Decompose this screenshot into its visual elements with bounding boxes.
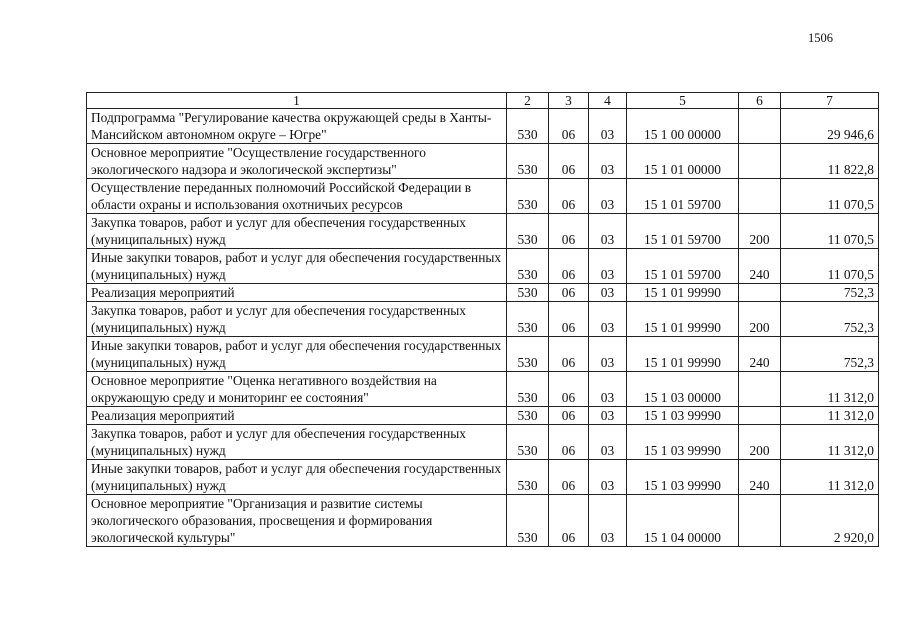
table-row: [87, 302, 879, 337]
table-row: [87, 495, 879, 547]
cell-amount: 11 312,0: [781, 407, 879, 425]
cell-target-article-code: 15 1 01 59700: [627, 214, 739, 249]
cell-item-name: Закупка товаров, работ и услуг для обеспечения государственных (муниципальных) нужд: [87, 425, 507, 460]
table-row: [87, 179, 879, 214]
cell-target-article-code: 15 1 03 00000: [627, 372, 739, 407]
table-row: [87, 249, 879, 284]
cell-expense-type-code: [739, 179, 781, 214]
column-header-5: 5: [627, 93, 739, 109]
table-row: [87, 407, 879, 425]
cell-item-name: Основное мероприятие "Осуществление государственного экологического надзора и экологической экспертизы": [87, 144, 507, 179]
cell-expense-type-code: 200: [739, 302, 781, 337]
cell-ministry-code: 530: [507, 249, 549, 284]
cell-item-name: Закупка товаров, работ и услуг для обеспечения государственных (муниципальных) нужд: [87, 302, 507, 337]
cell-ministry-code: 530: [507, 214, 549, 249]
cell-target-article-code: 15 1 03 99990: [627, 407, 739, 425]
cell-section-code: 06: [549, 214, 589, 249]
table-row: [87, 109, 879, 144]
cell-amount: 11 070,5: [781, 249, 879, 284]
cell-ministry-code: 530: [507, 495, 549, 547]
cell-subsection-code: 03: [589, 425, 627, 460]
cell-amount: 11 070,5: [781, 214, 879, 249]
cell-subsection-code: 03: [589, 214, 627, 249]
cell-amount: 29 946,6: [781, 109, 879, 144]
column-header-6: 6: [739, 93, 781, 109]
cell-section-code: 06: [549, 495, 589, 547]
cell-target-article-code: 15 1 03 99990: [627, 425, 739, 460]
cell-item-name: Реализация мероприятий: [87, 284, 507, 302]
cell-target-article-code: 15 1 01 59700: [627, 249, 739, 284]
page-number: 1506: [808, 31, 833, 45]
table-header-row: [87, 93, 879, 109]
cell-item-name: Реализация мероприятий: [87, 407, 507, 425]
cell-expense-type-code: 240: [739, 249, 781, 284]
column-header-7: 7: [781, 93, 879, 109]
cell-item-name: Иные закупки товаров, работ и услуг для обеспечения государственных (муниципальных) нужд: [87, 460, 507, 495]
column-header-1: 1: [87, 93, 507, 109]
cell-target-article-code: 15 1 04 00000: [627, 495, 739, 547]
table-body: [87, 109, 879, 547]
cell-section-code: 06: [549, 109, 589, 144]
cell-expense-type-code: [739, 109, 781, 144]
cell-item-name: Осуществление переданных полномочий Российской Федерации в области охраны и использования охотничьих ресурсов: [87, 179, 507, 214]
cell-item-name: Подпрограмма "Регулирование качества окружающей среды в Ханты-Мансийском автономном округе – Югре": [87, 109, 507, 144]
cell-subsection-code: 03: [589, 179, 627, 214]
cell-section-code: 06: [549, 144, 589, 179]
table-row: [87, 425, 879, 460]
cell-ministry-code: 530: [507, 337, 549, 372]
cell-target-article-code: 15 1 03 99990: [627, 460, 739, 495]
cell-section-code: 06: [549, 249, 589, 284]
table-row: [87, 214, 879, 249]
cell-subsection-code: 03: [589, 495, 627, 547]
cell-ministry-code: 530: [507, 109, 549, 144]
cell-subsection-code: 03: [589, 407, 627, 425]
cell-amount: 752,3: [781, 284, 879, 302]
cell-subsection-code: 03: [589, 109, 627, 144]
cell-expense-type-code: [739, 495, 781, 547]
cell-subsection-code: 03: [589, 460, 627, 495]
cell-target-article-code: 15 1 00 00000: [627, 109, 739, 144]
cell-amount: 11 070,5: [781, 179, 879, 214]
cell-expense-type-code: [739, 372, 781, 407]
cell-subsection-code: 03: [589, 284, 627, 302]
cell-target-article-code: 15 1 01 99990: [627, 302, 739, 337]
cell-subsection-code: 03: [589, 372, 627, 407]
cell-item-name: Основное мероприятие "Оценка негативного воздействия на окружающую среду и мониторинг ее состояния": [87, 372, 507, 407]
cell-amount: 11 312,0: [781, 460, 879, 495]
cell-ministry-code: 530: [507, 179, 549, 214]
cell-amount: 11 822,8: [781, 144, 879, 179]
cell-item-name: Закупка товаров, работ и услуг для обеспечения государственных (муниципальных) нужд: [87, 214, 507, 249]
table-row: [87, 337, 879, 372]
cell-ministry-code: 530: [507, 425, 549, 460]
cell-expense-type-code: 240: [739, 337, 781, 372]
cell-expense-type-code: 200: [739, 214, 781, 249]
cell-expense-type-code: [739, 284, 781, 302]
cell-item-name: Основное мероприятие "Организация и развитие системы экологического образования, просвещения и формирования экологической культуры": [87, 495, 507, 547]
cell-target-article-code: 15 1 01 59700: [627, 179, 739, 214]
budget-table: [86, 92, 879, 547]
cell-amount: 2 920,0: [781, 495, 879, 547]
cell-target-article-code: 15 1 01 99990: [627, 284, 739, 302]
cell-subsection-code: 03: [589, 302, 627, 337]
cell-ministry-code: 530: [507, 372, 549, 407]
cell-section-code: 06: [549, 302, 589, 337]
cell-section-code: 06: [549, 460, 589, 495]
cell-ministry-code: 530: [507, 284, 549, 302]
column-header-4: 4: [589, 93, 627, 109]
cell-ministry-code: 530: [507, 407, 549, 425]
column-header-3: 3: [549, 93, 589, 109]
table-row: [87, 372, 879, 407]
cell-subsection-code: 03: [589, 337, 627, 372]
cell-ministry-code: 530: [507, 302, 549, 337]
cell-amount: 752,3: [781, 302, 879, 337]
cell-section-code: 06: [549, 372, 589, 407]
table-row: [87, 460, 879, 495]
cell-item-name: Иные закупки товаров, работ и услуг для обеспечения государственных (муниципальных) нужд: [87, 337, 507, 372]
cell-expense-type-code: [739, 407, 781, 425]
cell-expense-type-code: 240: [739, 460, 781, 495]
cell-amount: 11 312,0: [781, 372, 879, 407]
cell-ministry-code: 530: [507, 460, 549, 495]
cell-section-code: 06: [549, 284, 589, 302]
cell-section-code: 06: [549, 337, 589, 372]
cell-section-code: 06: [549, 425, 589, 460]
cell-section-code: 06: [549, 179, 589, 214]
cell-expense-type-code: 200: [739, 425, 781, 460]
cell-expense-type-code: [739, 144, 781, 179]
cell-subsection-code: 03: [589, 249, 627, 284]
cell-ministry-code: 530: [507, 144, 549, 179]
cell-item-name: Иные закупки товаров, работ и услуг для обеспечения государственных (муниципальных) нужд: [87, 249, 507, 284]
cell-section-code: 06: [549, 407, 589, 425]
cell-target-article-code: 15 1 01 00000: [627, 144, 739, 179]
cell-amount: 752,3: [781, 337, 879, 372]
column-header-2: 2: [507, 93, 549, 109]
table-row: [87, 284, 879, 302]
cell-amount: 11 312,0: [781, 425, 879, 460]
cell-target-article-code: 15 1 01 99990: [627, 337, 739, 372]
cell-subsection-code: 03: [589, 144, 627, 179]
table-row: [87, 144, 879, 179]
